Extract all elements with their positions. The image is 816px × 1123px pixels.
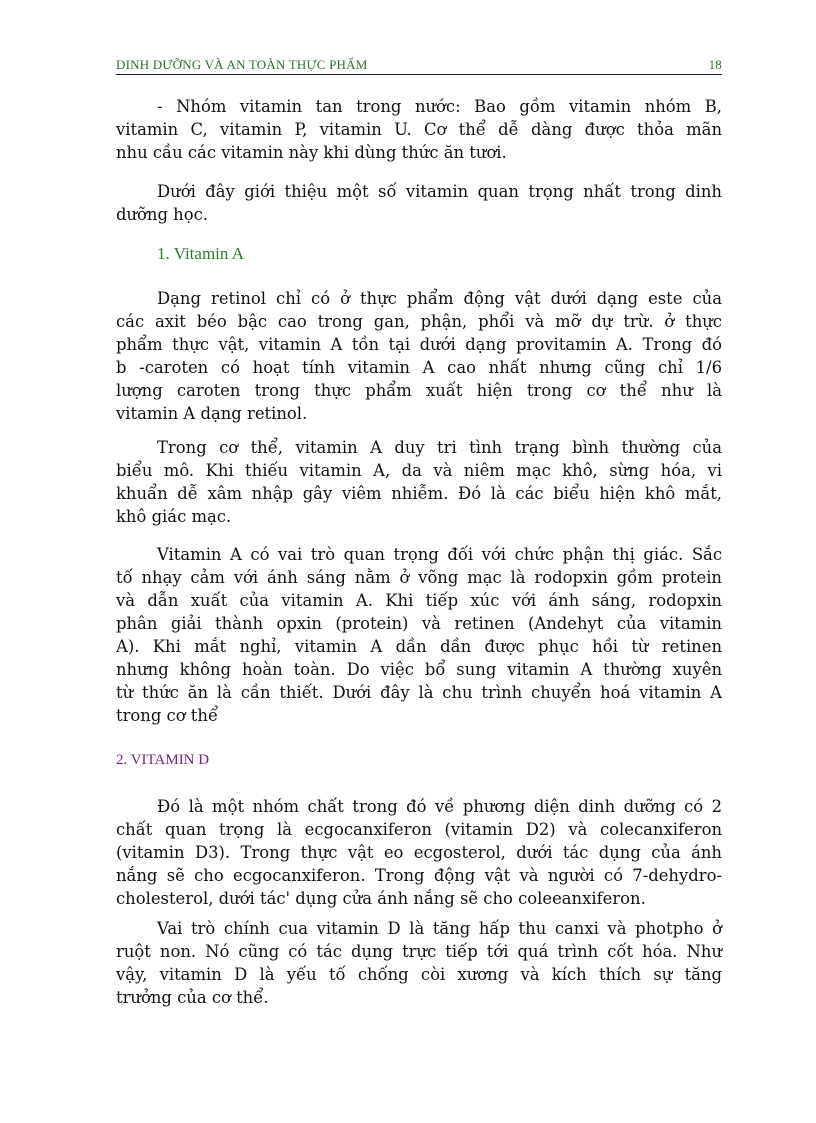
section-heading-vitamin-a: 1. Vitamin A bbox=[157, 244, 244, 263]
paragraph-vitamin-d-role bbox=[116, 917, 722, 1009]
text-line: chất quan trọng là ecgocanxiferon (vitamin D2) và colecanxiferon bbox=[116, 820, 722, 839]
paragraph-introduction bbox=[116, 180, 722, 226]
text-line: nhu cầu các vitamin này khi dùng thức ăn tươi. bbox=[116, 143, 507, 162]
text-line: phẩm thực vật, vitamin A tồn tại dưới dạng provitamin A. Trong đó bbox=[116, 335, 722, 354]
text-line: Vai trò chính cua vitamin D là tăng hấp thu canxi và photpho ở bbox=[157, 919, 722, 938]
header-title: DINH DƯỠNG VÀ AN TOÀN THỰC PHẨM bbox=[116, 57, 368, 72]
running-header bbox=[116, 54, 722, 75]
paragraph-water-soluble-vitamins bbox=[116, 95, 722, 164]
text-line: dưỡng học. bbox=[116, 205, 208, 224]
text-line: - Nhóm vitamin tan trong nước: Bao gồm vitamin nhóm B, bbox=[157, 97, 722, 116]
text-line: và dẫn xuất của vitamin A. Khi tiếp xúc với ánh sáng, rodopxin bbox=[116, 591, 722, 610]
text-line: Đó là một nhóm chất trong đó về phương diện dinh dưỡng có 2 bbox=[157, 797, 722, 816]
paragraph-vitamin-a-role bbox=[116, 436, 722, 528]
text-line: Vitamin A có vai trò quan trọng đối với chức phận thị giác. Sắc bbox=[157, 545, 722, 564]
text-line: trưởng của cơ thể. bbox=[116, 988, 269, 1007]
paragraph-retinol bbox=[116, 287, 722, 425]
text-line: các axit béo bậc cao trong gan, phận, phổi và mỡ dự trừ. ở thực bbox=[116, 312, 722, 331]
text-line: lượng caroten trong thực phẩm xuất hiện trong cơ thể như là bbox=[116, 381, 722, 400]
text-line: khô giác mạc. bbox=[116, 507, 232, 526]
text-line: Dưới đây giới thiệu một số vitamin quan trọng nhất trong dinh bbox=[157, 182, 722, 201]
text-line: cholesterol, dưới tác' dụng cửa ánh nắng sẽ cho coleeanxiferon. bbox=[116, 889, 646, 908]
text-line: phân giải thành opxin (protein) và retinen (Andehyt của vitamin bbox=[116, 614, 722, 633]
text-line: vitamin C, vitamin P, vitamin U. Cơ thể dễ dàng được thỏa mãn bbox=[116, 120, 722, 139]
text-line: nắng sẽ cho ecgocanxiferon. Trong động vật và người có 7-dehydro- bbox=[116, 866, 722, 885]
text-line: khuẩn dễ xâm nhập gây viêm nhiễm. Đó là các biểu hiện khô mắt, bbox=[116, 484, 722, 503]
text-line: biểu mô. Khi thiếu vitamin A, da và niêm mạc khô, sừng hóa, vi bbox=[116, 461, 722, 480]
section-heading-vitamin-d: 2. VITAMIN D bbox=[116, 752, 210, 768]
text-line: A). Khi mắt nghỉ, vitamin A dần dần được phục hồi từ retinen bbox=[116, 637, 722, 656]
text-line: vitamin A dạng retinol. bbox=[116, 404, 308, 423]
text-line: ruột non. Nó cũng có tác dụng trực tiếp tới quá trình cốt hóa. Như bbox=[116, 942, 722, 961]
text-line: tố nhạy cảm với ánh sáng nằm ở võng mạc là rodopxin gồm protein bbox=[116, 568, 722, 587]
text-line: nhưng không hoàn toàn. Do việc bổ sung vitamin A thường xuyên bbox=[116, 660, 722, 679]
text-line: trong cơ thể bbox=[116, 706, 219, 725]
text-line: vậy, vitamin D là yếu tố chống còi xương và kích thích sự tăng bbox=[116, 965, 722, 984]
text-line: từ thức ăn là cần thiết. Dưới đây là chu trình chuyển hoá vitamin A bbox=[116, 683, 722, 702]
text-line: (vitamin D3). Trong thực vật eo ecgosterol, dưới tác dụng của ánh bbox=[116, 843, 722, 862]
text-line: Trong cơ thể, vitamin A duy tri tình trạng bình thường của bbox=[157, 438, 722, 457]
paragraph-vitamin-d-group bbox=[116, 795, 722, 910]
text-line: Dạng retinol chỉ có ở thực phẩm động vật dưới dạng este của bbox=[157, 289, 722, 308]
paragraph-vision bbox=[116, 543, 722, 727]
page-number: 18 bbox=[708, 57, 722, 72]
text-line: b -caroten có hoạt tính vitamin A cao nhất nhưng cũng chỉ 1/6 bbox=[116, 358, 722, 377]
